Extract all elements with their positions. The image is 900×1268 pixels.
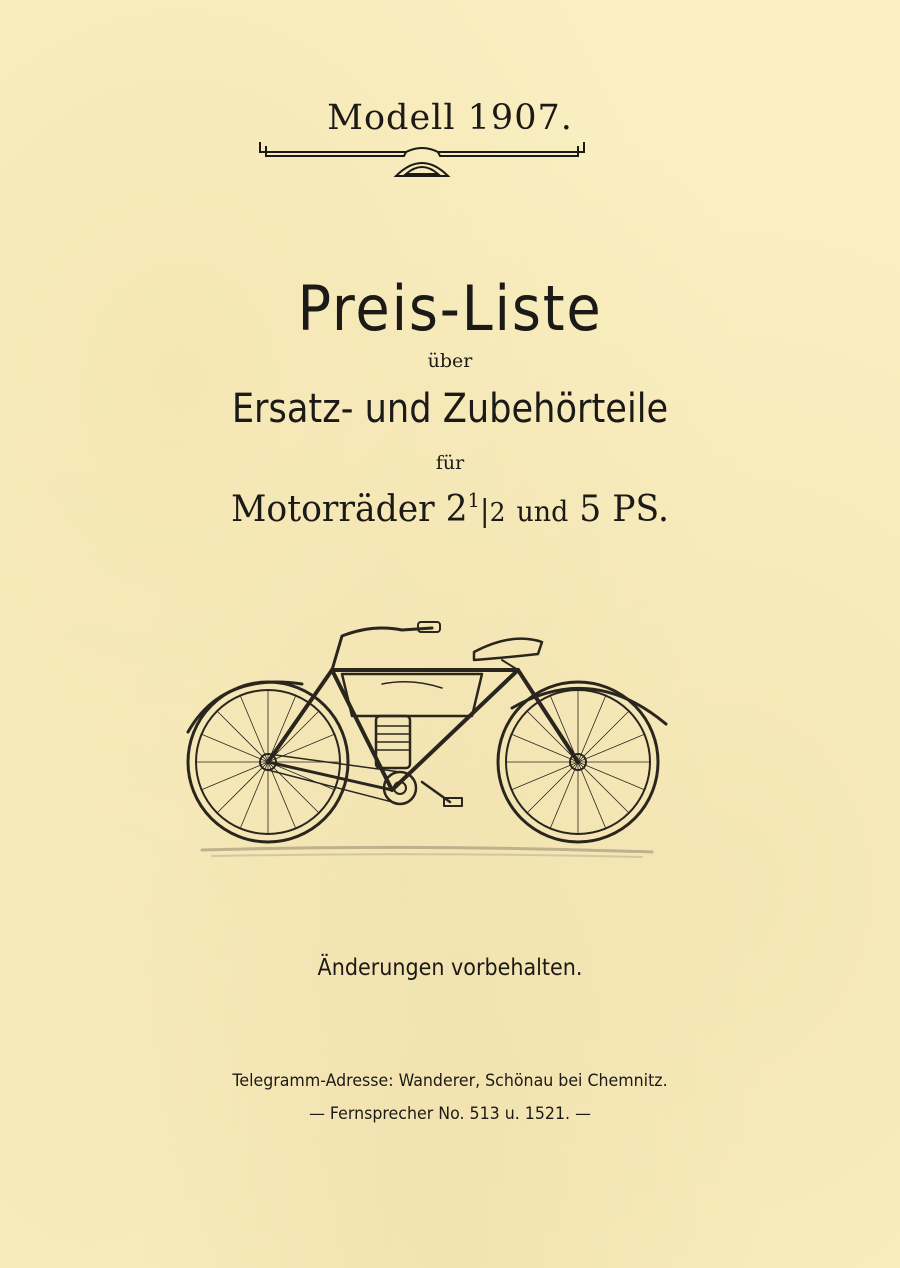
motor-suffix: 5 PS. [579, 489, 669, 530]
over-text: über [427, 350, 473, 372]
motor-fraction-numerator: 1 [467, 488, 480, 512]
motor-prefix: Motorräder 2 [231, 489, 468, 530]
motor-fraction-bar: | [479, 494, 490, 529]
motorcycle-icon [182, 612, 674, 874]
telephone-numbers: — Fernsprecher No. 513 u. 1521. — [309, 1104, 591, 1124]
telegram-address: Telegramm-Adresse: Wanderer, Schönau bei Chemnitz. [232, 1071, 668, 1091]
model-year-heading: Modell 1907. [327, 98, 573, 138]
price-list-title: Preis-Liste [297, 272, 603, 345]
motor-fraction-denominator: 2 [489, 498, 506, 528]
changes-reserved-notice: Änderungen vorbehalten. [317, 955, 583, 981]
for-text: für [435, 452, 465, 474]
motorcycle-models-line [18, 488, 882, 530]
parts-subtitle: Ersatz- und Zubehörteile [231, 386, 669, 432]
ornament-divider-icon [256, 136, 588, 184]
motor-and: und [516, 495, 569, 528]
